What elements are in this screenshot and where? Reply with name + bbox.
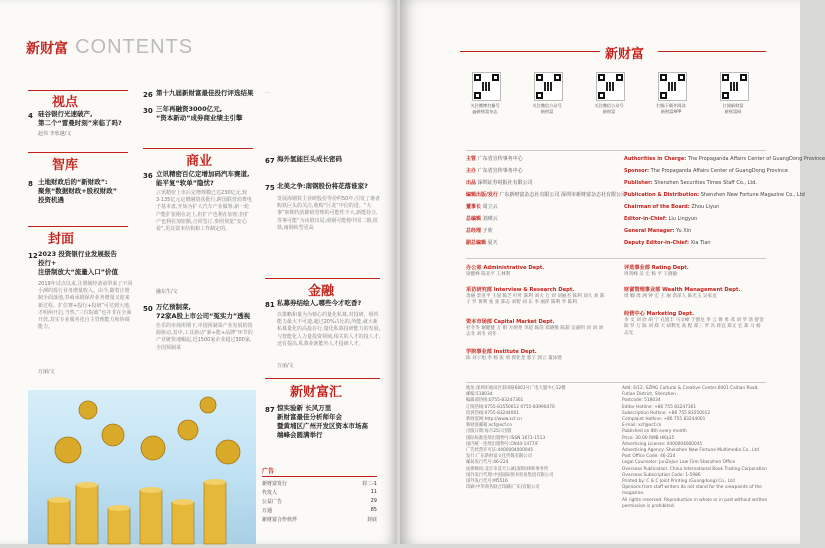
footer-line: 地址:深圳市福田区彩田路6001号广电大厦中心12楼 — [466, 386, 566, 391]
logo-cn: 新财富 — [26, 41, 68, 57]
footer-line: 国际标准连续出版物号:ISSN 1671-1513 — [466, 435, 546, 441]
ad-page: 封二-1 — [362, 481, 377, 487]
qr-caption-line2: 新财富APP — [660, 108, 682, 114]
footer-line: Advertising Agency: Shenzhen New Fortune Multimedia Co., Ltd — [622, 448, 759, 454]
article-title-line: 土地财政后的“新财政”: — [38, 178, 108, 186]
masthead-row — [466, 180, 533, 186]
footer-line: Add: 6/12, SZMG Cultural & Creative Center,6001 Caitian Road, Futian District, Shenzhen — [622, 386, 759, 398]
qr-finder-mark — [492, 74, 499, 81]
dept-staff: 梁健峰 陈亚平 王林利 — [466, 272, 511, 277]
article-author: 万丽/文 — [277, 363, 294, 369]
coins-graphic — [28, 390, 256, 544]
footer-line: Legal Counselor: JunZeJun Law Firm Shenzhen Office — [622, 460, 736, 466]
article-title[interactable] — [156, 170, 249, 188]
article-number: 67 — [265, 157, 275, 165]
footer-line: 新财富邮箱:xcf@xcf.cn — [466, 423, 513, 429]
qr-finder-mark — [722, 74, 729, 81]
footer-line: Advertising License: 4400004000045 — [622, 441, 703, 447]
footer-line: 投诉热线:0755-83244001 — [466, 410, 519, 416]
article-title-line: 万亿预制菜, — [156, 303, 191, 311]
ad-page: 85 — [370, 507, 377, 513]
article-title-line: 惊实验新 长风万里 — [277, 404, 332, 412]
footer-line: 广告经营许可证:4400004000045 — [466, 448, 534, 454]
article-title[interactable] — [38, 250, 118, 277]
qr-modules — [482, 82, 491, 91]
masthead-key: 总经理 — [466, 228, 482, 234]
section-fengmian: 封面 — [48, 232, 75, 247]
masthead-value: 广东新财富杂志社有限公司 深圳市新财富杂志社有限公司 — [499, 192, 627, 198]
article-title-line: 端峰会圆满举行 — [277, 431, 323, 439]
masthead-value: Shenzhen Securities Times Staff Co., Ltd. — [654, 180, 758, 186]
masthead-key: 出品 — [466, 180, 477, 186]
masthead-key: Authorities in Charge: — [624, 156, 687, 162]
footer-line: 发行:广东新财富文化传媒有限公司 — [466, 454, 532, 460]
masthead-key: Publication & Distribution: — [624, 192, 700, 198]
masthead-row-en — [624, 156, 825, 162]
article-title-line: 立讯精密百亿定增加码汽车赛道, — [156, 170, 250, 178]
dept-title: 办公室 Administrative Dept. — [466, 265, 545, 271]
footer-line: Post Office Code: 46-224 — [622, 454, 676, 460]
footer-line: 印刷:中华商务联合印刷(广东)有限公司 — [466, 485, 540, 491]
masthead-row-en — [624, 168, 788, 174]
footer-line: Subscription Hotline: +86 755 83550012 — [622, 410, 711, 416]
masthead-value: Zhou Liyun — [691, 204, 720, 210]
ad-name: 代发人 — [262, 490, 278, 496]
masthead-key: 主办 — [466, 168, 477, 174]
masthead-value: 周立云 — [482, 204, 498, 210]
header-rule-left — [460, 51, 600, 52]
qr-finder-mark — [722, 92, 729, 99]
masthead-value: Liu Lingyun — [668, 216, 698, 222]
masthead-key: Sponsor: — [624, 168, 650, 174]
article-title[interactable]: 私募券结绘人,哪些今才吃香? — [277, 299, 362, 307]
masthead-key: 编辑出版/发行 — [466, 192, 498, 198]
article-title[interactable]: 海外氢能巨头成长密码 — [277, 155, 342, 163]
masthead-row — [466, 192, 626, 198]
footer-line: Complaint Hotline: +86 755 83244001 — [622, 417, 706, 423]
qr-code[interactable] — [596, 72, 625, 101]
ad-page: 29 — [370, 498, 377, 504]
masthead-value: The Propaganda Affairs Center of GuangDong Province — [650, 168, 788, 174]
article-summary: 立讯精密上市后定增规模已达230亿元,较3·135亿元定增融资获批行,跨国联营消费电子基本盘,开始为扩大汽车产业做筹,新一轮产能扩张刚在北上,但扩产也利在加密,但扩产也利在加密额,合同签订,参照预览“安心看”,更具资本结构和工作制定的。 — [156, 190, 252, 233]
article-title-line: 三年再融资3000亿元, — [156, 105, 223, 113]
qr-caption-line1: 关注微博扫描号 — [470, 103, 500, 108]
ad-page: 11 — [370, 489, 377, 495]
article-summary: 以策略和量为为核心的量化私募,对投研、组织能力最大不可遗,超过20%占比的,所能,就大新私募量化的高投在行,量化私募投研能力的发展,与智能化人力量投资领域,相关的人才的投人才,还有提高,私募业新能外人才投研人才。 — [277, 312, 381, 347]
section-rule — [28, 152, 128, 153]
footer-line: Overseas Subscription Code: 1-5986 — [622, 472, 701, 478]
section-rule — [28, 226, 128, 227]
qr-finder-mark — [740, 74, 747, 81]
masthead-row-en — [624, 228, 691, 234]
qr-caption-line2: 新财富网 — [724, 108, 742, 114]
article-title[interactable]: 第十九届新财富最佳投行评选结果 — [156, 89, 254, 97]
qr-caption — [526, 103, 568, 114]
footer-line: Overseas Publication: China International Book Trading Corporation — [622, 466, 767, 472]
masthead-key: Publisher: — [624, 180, 653, 186]
article-title[interactable] — [38, 110, 122, 128]
dept-title: 财富管理事业部 Wealth Management Dept. — [624, 287, 741, 293]
dept-rule — [466, 258, 766, 259]
masthead-row-en — [624, 216, 697, 222]
qr-finder-mark — [474, 92, 481, 99]
footer-line: 邮局发行代号:46-224 — [466, 460, 509, 466]
article-title-line: 72家A股上市公司“冤实力”透视 — [156, 312, 251, 320]
article-number: 81 — [265, 301, 275, 309]
masthead-value: 广东省宣传事务中心 — [477, 156, 523, 162]
article-title-line: 硅谷银行光速破产, — [38, 110, 93, 118]
ad-name: 公益广告 — [262, 499, 283, 505]
article-title-line: 能平复“软单”隐忧? — [156, 179, 214, 187]
section-zhiku: 智库 — [52, 158, 79, 173]
masthead-key: Editor-in-Chief: — [624, 216, 667, 222]
footer-line: Postcode: 518034 — [622, 398, 661, 404]
footer-line: 国外发行代号:M5516 — [466, 479, 508, 485]
masthead-key: 总编辑 — [466, 216, 482, 222]
qr-finder-mark — [536, 74, 543, 81]
section-guandian: 视点 — [52, 95, 79, 110]
footer-line: E-mail: xcf@xcf.cn — [622, 423, 662, 429]
qr-caption-line2: 新财富 — [602, 108, 616, 114]
footer-line: Opinions from staff writers do not stand for the viewpoints of the magazine. — [622, 485, 762, 497]
magazine-logo: 新财富 — [605, 47, 645, 62]
masthead-key: 董事长 — [466, 204, 482, 210]
masthead-row-en — [624, 180, 757, 186]
section-shangye: 商业 — [186, 154, 213, 169]
masthead-rule — [466, 150, 766, 151]
section-jinrong: 金融 — [308, 284, 335, 299]
qr-modules — [668, 82, 677, 91]
masthead-key: General Manager: — [624, 228, 675, 234]
section-rule — [265, 378, 380, 379]
qr-finder-mark — [598, 74, 605, 81]
qr-finder-mark — [678, 74, 685, 81]
article-title[interactable] — [277, 404, 368, 440]
masthead-row-en — [624, 240, 711, 246]
article-title[interactable] — [156, 105, 243, 123]
ad-name: 新财富合作伙伴 — [262, 517, 298, 523]
article-author: 万丽/文 — [38, 369, 55, 375]
qr-finder-mark — [598, 92, 605, 99]
footer-line: 邮编:518034 — [466, 392, 493, 398]
masthead-value: 广东省宣传事务中心 — [477, 168, 523, 174]
article-number: 26 — [143, 91, 153, 99]
ad-name: 新财富发行 — [262, 481, 288, 487]
masthead-value: The Propaganda Affairs Center of GuangDong Province — [687, 156, 825, 162]
masthead-row — [466, 204, 498, 210]
masthead-row — [466, 240, 498, 246]
qr-finder-mark — [536, 92, 543, 99]
masthead-value: Yu Xin — [676, 228, 692, 234]
qr-caption-line1: 扫描下载并阅读 — [656, 103, 686, 108]
qr-caption — [650, 103, 692, 114]
footer-line: Price: 30.00 RMB HK$35 — [622, 435, 675, 441]
article-title-line: 新财富最佳分析师年会 — [277, 413, 342, 421]
qr-code[interactable] — [658, 72, 687, 101]
qr-caption-line2: @新财富杂志 — [472, 108, 498, 114]
dept-title: 资本市场部 Capital Market Dept. — [466, 319, 555, 325]
masthead-value: 于欣 — [482, 228, 493, 234]
coins-illustration — [28, 390, 256, 544]
footer-line: 出版日期:每月25日出版 — [466, 429, 512, 435]
dept-staff: 周剑峰 吴 宏 杨 平 王晓敏 — [624, 272, 678, 277]
article-author: 融东生/文 — [156, 289, 178, 295]
dept-staff: 余丽 景亚平 王国 陈芝 叶叶 陈利 刘大 万 刘 刘丽杰 陈利 刘大 刘 陈子 罗 黄利 张 张 陈志 刘智 刘 东 李 丽萍 陈利 罗 陈利 — [466, 294, 605, 306]
article-number: 30 — [143, 107, 153, 115]
article-summary: 2019年试点以来,注册制经备前带来了不同小测的投行业务增量收入。由今,随着注册制全面落地,券商承销保荐业务增量又迎来新过程。扩位赛+投行+投研”可达到大地,才明两开启,当然,“三位院政”也并非在全面开放,其实专业服务化自主管理能力和协调能力。 — [38, 281, 133, 331]
qr-caption-line1: 订阅新财富 — [722, 103, 744, 108]
footer-line: All rights reserved. Reproduction in whole or in part without written permission is prohibited. — [622, 497, 768, 509]
qr-finder-mark — [554, 74, 561, 81]
article-number: 75 — [265, 184, 275, 192]
qr-caption — [712, 103, 754, 114]
qr-caption — [588, 103, 630, 114]
dept-title: 学院事业部 Institute Dept. — [466, 349, 537, 355]
masthead-value: 深圳证券时报社有限公司 — [477, 180, 533, 186]
continued-text: … — [265, 89, 270, 95]
footer-line: 新财富网:http://www.xcf.cn — [466, 417, 522, 423]
footer-info-en — [622, 386, 772, 510]
footer-line: 编辑部热线:0755-83247361 — [466, 398, 524, 404]
article-number: 8 — [28, 180, 33, 188]
masthead-row — [466, 156, 523, 162]
qr-modules — [730, 82, 739, 91]
footer-line: Published on 8th every month — [622, 429, 687, 435]
masthead-key: 副总编辑 — [466, 240, 487, 246]
article-number: 4 — [28, 112, 33, 120]
article-title-line: 聚焦“数据财政+股权财政” — [38, 187, 117, 195]
ad-index-row[interactable] — [262, 516, 377, 523]
masthead-row-en — [624, 204, 719, 210]
ad-name: 万通 — [262, 508, 273, 514]
footer-line: 订阅热线:0755-83550012 0755-83990470 — [466, 404, 555, 410]
masthead-page — [400, 0, 825, 544]
dept-title: 评选事业部 Rating Dept. — [624, 265, 689, 271]
article-summary: 发展海钢铁主业研股份等份约50年,引发了谁者购铁巨头的关注,收购“巨龙”中信的进。“大事”和期待消除值管理的可能性不大,新能持合,等事可能“为由假出局,南钢可能将中国二钢,铁铁,南钢转型更高 — [277, 196, 380, 231]
masthead-key: Deputy Editor-in-Chief: — [624, 240, 690, 246]
qr-caption-line1: 关注微信公众号 — [594, 103, 624, 108]
header-rule-right — [658, 51, 766, 52]
dept-staff: 周 卿 周 洲 钟 宏 王 丽 余泽人 陈光玉 吴家龙 — [624, 294, 717, 299]
masthead-row — [466, 228, 493, 234]
masthead-row — [466, 216, 498, 222]
qr-finder-mark — [660, 92, 667, 99]
dept-staff: 陈 刘子旭 李 杨 张 勇 郭化奎 郭子 郭立 董泳建 — [466, 356, 562, 361]
qr-finder-mark — [474, 74, 481, 81]
section-rule — [265, 278, 380, 279]
article-author: 赵伟 李欣越/文 — [38, 131, 72, 137]
masthead-row-en — [624, 192, 805, 198]
ad-index-row[interactable] — [262, 498, 377, 505]
footer-info-cn — [466, 386, 606, 491]
qr-modules — [606, 82, 615, 91]
masthead-row — [466, 168, 523, 174]
qr-caption-line1: 关注微信公众号 — [532, 103, 562, 108]
article-summary: 仕乐的市场所期下,中国预制菜产业发展的资源驱动,其中,工具驱动“新+能+品牌”环节的产业链快速崛起,近1500家企业超过300家,全国预制菜 — [156, 323, 253, 351]
qr-finder-mark — [616, 74, 623, 81]
article-number: 87 — [265, 406, 275, 414]
masthead-value: 刘瑛云 — [482, 216, 498, 222]
article-title-line: 注册制放大“流量入口”价值 — [38, 268, 119, 276]
article-title-line: “资本新动”成券商业绩主引擎 — [156, 114, 243, 122]
dept-staff: 杜冬冬 谢健健 万 娟 方炳尧 李超 陈茵 郑晓维 陈超 吴嘉明 刘 刘 刘志冬 刘冬 刘冬 — [466, 326, 603, 338]
masthead-value: Shenzhen New Fortune Magazine Co., Ltd — [700, 192, 805, 198]
ad-index — [262, 466, 377, 528]
article-title[interactable]: 北美之争:南钢股份将花落谁家? — [277, 182, 368, 190]
qr-code[interactable] — [472, 72, 501, 101]
masthead-key: Chairman of the Board: — [624, 204, 690, 210]
article-title-line: 投行+ — [38, 259, 57, 267]
qr-code[interactable] — [534, 72, 563, 101]
dept-title: 采访研究部 Interview & Research Dept. — [466, 287, 575, 293]
ad-index-rows — [262, 480, 377, 528]
qr-finder-mark — [660, 74, 667, 81]
qr-modules — [544, 82, 553, 91]
masthead-value: Xia Tian — [690, 240, 711, 246]
section-xincaifuhui: 新财富汇 — [290, 385, 343, 400]
footer-line: Editor Hotline: +86 755 83247361 — [622, 404, 697, 410]
footer-rule — [466, 382, 766, 383]
article-title-line: 暨黄埔区广州开发区资本市场高 — [277, 422, 368, 430]
article-number: 50 — [143, 305, 153, 313]
article-number: 36 — [143, 172, 153, 180]
masthead-key: 主管 — [466, 156, 477, 162]
footer-line: Printed by: C & C Joint Printing (Guangdong) Co., Ltd — [622, 479, 735, 485]
qr-caption — [464, 103, 506, 114]
footer-line: 法律顾问:北京市竞天公诚(深圳)律师事务所 — [466, 466, 549, 472]
ad-index-row[interactable] — [262, 480, 377, 487]
dept-title: 经营中心 Marketing Dept. — [624, 311, 695, 317]
footer-line: 国内统一连续出版物号:CN44-1477/F — [466, 441, 539, 447]
contents-heading: CONTENTS — [75, 36, 194, 58]
ad-index-row[interactable] — [262, 507, 377, 514]
footer-line: 国外发行代理:中国国际图书贸易集团有限公司 — [466, 472, 554, 478]
article-title-line: 2023 投资银行业发展报告 — [38, 250, 117, 258]
article-title[interactable] — [156, 303, 250, 321]
ad-page: 封底 — [366, 517, 377, 523]
magazine-logo — [26, 36, 193, 59]
qr-code[interactable] — [720, 72, 749, 101]
article-title-line: 第二个“雷曼时刻”来临了吗? — [38, 119, 122, 127]
article-title-line: 投资机遇 — [38, 196, 64, 204]
qr-caption-line2: 新财富 — [540, 108, 554, 114]
dept-staff: 李 文 刘 欣 胡 宁 孔旭丰 马文峰 于德龙 李 云 黄 勇 邓 刘 罗 清 舒金阳 罗 万 陈 刘 郑 天 胡利光 高 程 郑三 罗 冯 蒋宜 郑文 宏 郑 马 杨志光 — [624, 318, 764, 336]
masthead-value: 夏天 — [487, 240, 498, 246]
article-number: 12 — [28, 252, 38, 260]
article-title[interactable] — [38, 178, 117, 205]
ad-index-row[interactable] — [262, 489, 377, 496]
contents-page — [0, 0, 397, 544]
section-rule — [143, 148, 253, 149]
ad-index-title: 广告 — [262, 466, 377, 477]
